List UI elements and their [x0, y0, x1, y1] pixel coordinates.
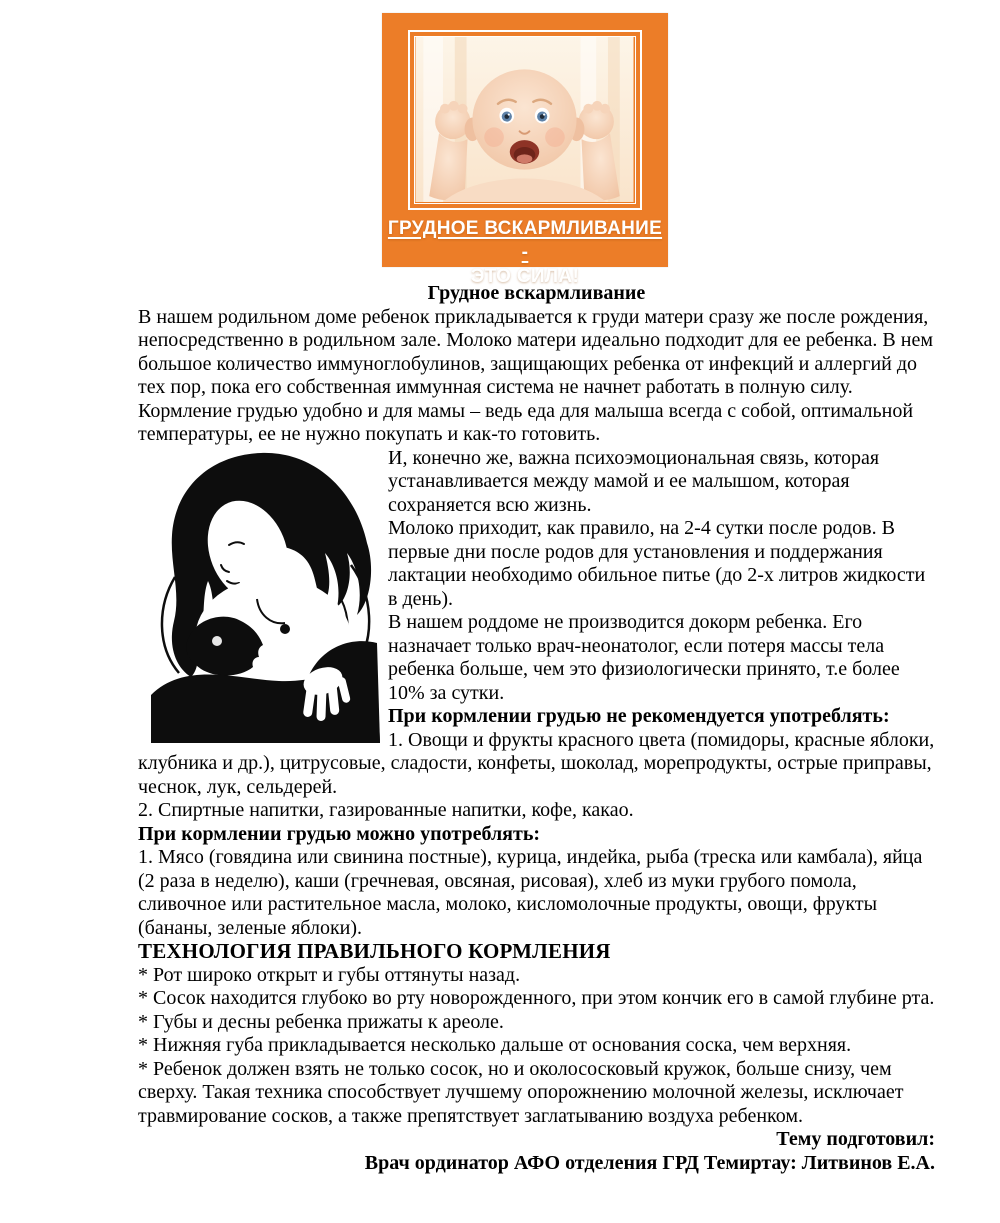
breastfeeding-poster — [382, 13, 668, 287]
page-title: Грудное вскармливание — [427, 282, 646, 304]
footer-prepared-by: Тему подготовил: — [776, 1128, 935, 1150]
allowed-item-1: 1. Мясо (говядина или свинина постные), курица, индейка, рыба (треска или камбала), яйца (2 раза в неделю), каши (гречневая, овсяная, рисовая), хлеб из муки грубого помола, сливочное или растительное масла, молоко, кисломолочные продукты, овощи, фрукты (бананы, зеленые яблоки). — [138, 846, 923, 939]
heading-not-recommended: При кормлении грудью не рекомендуется употреблять: — [388, 705, 890, 727]
footer-author: Врач ординатор АФО отделения ГРД Темиртау: Литвинов Е.А. — [364, 1151, 935, 1174]
heading-allowed: При кормлении грудью можно употреблять: — [138, 822, 541, 845]
technique-item-1: * Рот широко открыт и губы оттянуты назад. — [138, 963, 521, 986]
poster-caption-line2: ЭТО СИЛА! — [470, 266, 580, 287]
baby-photo-image — [415, 37, 634, 202]
intro-paragraph-1: В нашем родильном доме ребенок прикладывается к груди матери сразу же после рождения, непосредственно в родильном зале. Молоко матери идеально подходит для ее ребенка. В нем большое количество иммуноглобулинов, защищающих ребенка от инфекций и аллергий до тех пор, пока его собственная иммунная система не начнет работать в полную силу. — [138, 305, 933, 398]
technique-item-4: * Нижняя губа прикладывается несколько дальше от основания соска, чем верхняя. — [138, 1034, 852, 1056]
poster-caption-line1: ГРУДНОЕ ВСКАРМЛИВАНИЕ - — [387, 218, 663, 263]
wrap-paragraph-1: И, конечно же, важна психоэмоциональная связь, которая устанавливается между мамой и ее малышом, которая сохраняется всю жизнь. — [388, 446, 880, 516]
not-recommended-item-2: 2. Спиртные напитки, газированные напитки, кофе, какао. — [138, 799, 634, 821]
wrap-paragraph-2: Молоко приходит, как правило, на 2-4 сутки после родов. В первые дни после родов для установления и поддержания лактации необходимо обильное питье (до 2-х литров жидкости в день). — [388, 517, 926, 610]
poster-photo-frame — [408, 30, 642, 210]
intro-paragraph-2: Кормление грудью удобно и для мамы – ведь еда для малыша всегда с собой, оптимальной температуры, ее не нужно покупать и как-то готовить. — [138, 399, 914, 445]
technique-item-2: * Сосок находится глубоко во рту новорожденного, при этом кончик его в самой глубине рта. — [138, 987, 935, 1009]
mother-baby-silhouette-image — [145, 449, 380, 743]
technique-item-3: * Губы и десны ребенка прижаты к ареоле. — [138, 1010, 504, 1033]
wrapped-section — [138, 447, 935, 1176]
wrap-paragraph-3: В нашем роддоме не производится докорм ребенка. Его назначает только врач-неонатолог, если потеря массы тела ребенка больше, чем это физиологически принято, т.е более 10% за сутки. — [388, 611, 900, 704]
heading-technique: ТЕХНОЛОГИЯ ПРАВИЛЬНОГО КОРМЛЕНИЯ — [138, 939, 611, 963]
document-body — [138, 282, 935, 1175]
not-recommended-item-1: 1. Овощи и фрукты красного цвета (помидоры, красные яблоки, клубника и др.), цитрусовые, сладости, конфеты, шоколад, морепродукты, острые приправы, чеснок, лук, сельдерей. — [138, 728, 935, 798]
technique-item-5: * Ребенок должен взять не только сосок, но и околососковый кружок, больше снизу, чем сверху. Такая техника способствует лучшему опорожнению молочной железы, исключает травмирование сосков, а также препятствует заглатыванию воздуха ребенком. — [138, 1057, 904, 1127]
